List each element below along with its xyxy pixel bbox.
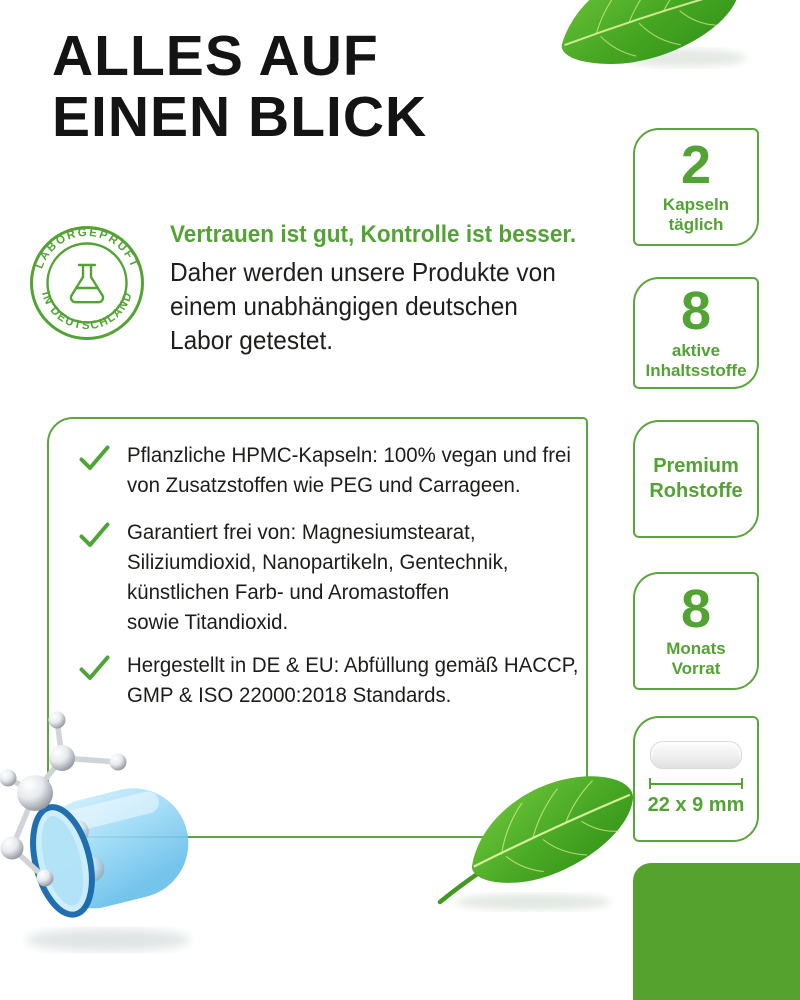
checklist-item-line: sowie Titandioxid. [127, 610, 289, 634]
leaf-image-top [546, 0, 756, 74]
badge-value: 2 [680, 134, 712, 195]
badge-active-ingredients [633, 277, 759, 389]
checklist-item-line: künstlichen Farb- und Aromastoffen [127, 580, 450, 604]
intro-body [170, 255, 612, 357]
checkmark-icon [79, 522, 110, 549]
badge-value: 8 [680, 280, 712, 341]
badge-label-line: Premium [653, 455, 739, 477]
green-corner-block [633, 863, 800, 1000]
checklist-item-line: Pflanzliche HPMC-Kapseln: 100% vegan und frei [127, 443, 571, 467]
intro-headline: Vertrauen ist gut, Kontrolle ist besser. [170, 221, 577, 248]
erlenmeyer-flask-icon [71, 265, 103, 302]
intro-body-line: Daher werden unsere Produkte von [170, 257, 556, 287]
badge-label-line: Kapseln [662, 194, 730, 214]
checklist-item-line: Garantiert frei von: Magnesiumstearat, [127, 520, 476, 544]
checklist-item [49, 440, 586, 500]
checklist-item-line: Hergestellt in DE & EU: Abfüllung gemäß HACCP, [127, 653, 579, 677]
measurement-ruler-icon [649, 778, 743, 789]
lab-tested-stamp [28, 224, 146, 342]
page-title-line1: ALLES AUF [52, 24, 379, 88]
capsule-icon [650, 741, 742, 769]
checklist-item-line: von Zusatzstoffen wie PEG und Carrageen. [127, 473, 521, 497]
page-title [52, 26, 427, 148]
badge-label [663, 195, 729, 235]
badge-label [666, 639, 726, 679]
badge-month-supply [633, 572, 759, 690]
badge-label-line: Vorrat [671, 658, 721, 678]
checkmark-icon [79, 445, 110, 472]
badge-label [649, 454, 742, 504]
stamp-arc-top-text: LABORGEPRÜFT [33, 226, 141, 271]
page-title-line2: EINEN BLICK [52, 85, 428, 149]
badge-daily-dose [633, 128, 759, 246]
badge-value: 8 [680, 578, 712, 639]
stamp-arc-bottom-text: IN DEUTSCHLAND [39, 289, 136, 333]
checkmark-icon [79, 655, 110, 682]
checklist-item-line: Siliziumdioxid, Nanopartikeln, Gentechnik, [127, 550, 509, 574]
checklist-item [49, 517, 586, 637]
intro-body-line: Labor getestet. [170, 325, 334, 355]
badge-capsule-size [633, 716, 759, 842]
badge-label-line: Monats [666, 638, 726, 658]
leaf-image-bottom [428, 776, 633, 916]
badge-label [645, 341, 746, 381]
molecule-capsule-image [0, 698, 200, 960]
badge-label-line: aktive [671, 340, 721, 360]
badge-label-line: Inhaltsstoffe [645, 360, 747, 380]
intro-section [170, 221, 612, 357]
badge-premium-raw-materials [633, 420, 759, 538]
capsule-size-label: 22 x 9 mm [647, 794, 745, 816]
badge-label-line: täglich [668, 214, 724, 234]
intro-body-line: einem unabhängigen deutschen [170, 291, 518, 321]
badge-label-line: Rohstoffe [649, 480, 743, 502]
checklist-item-line: GMP & ISO 22000:2018 Standards. [127, 683, 452, 707]
